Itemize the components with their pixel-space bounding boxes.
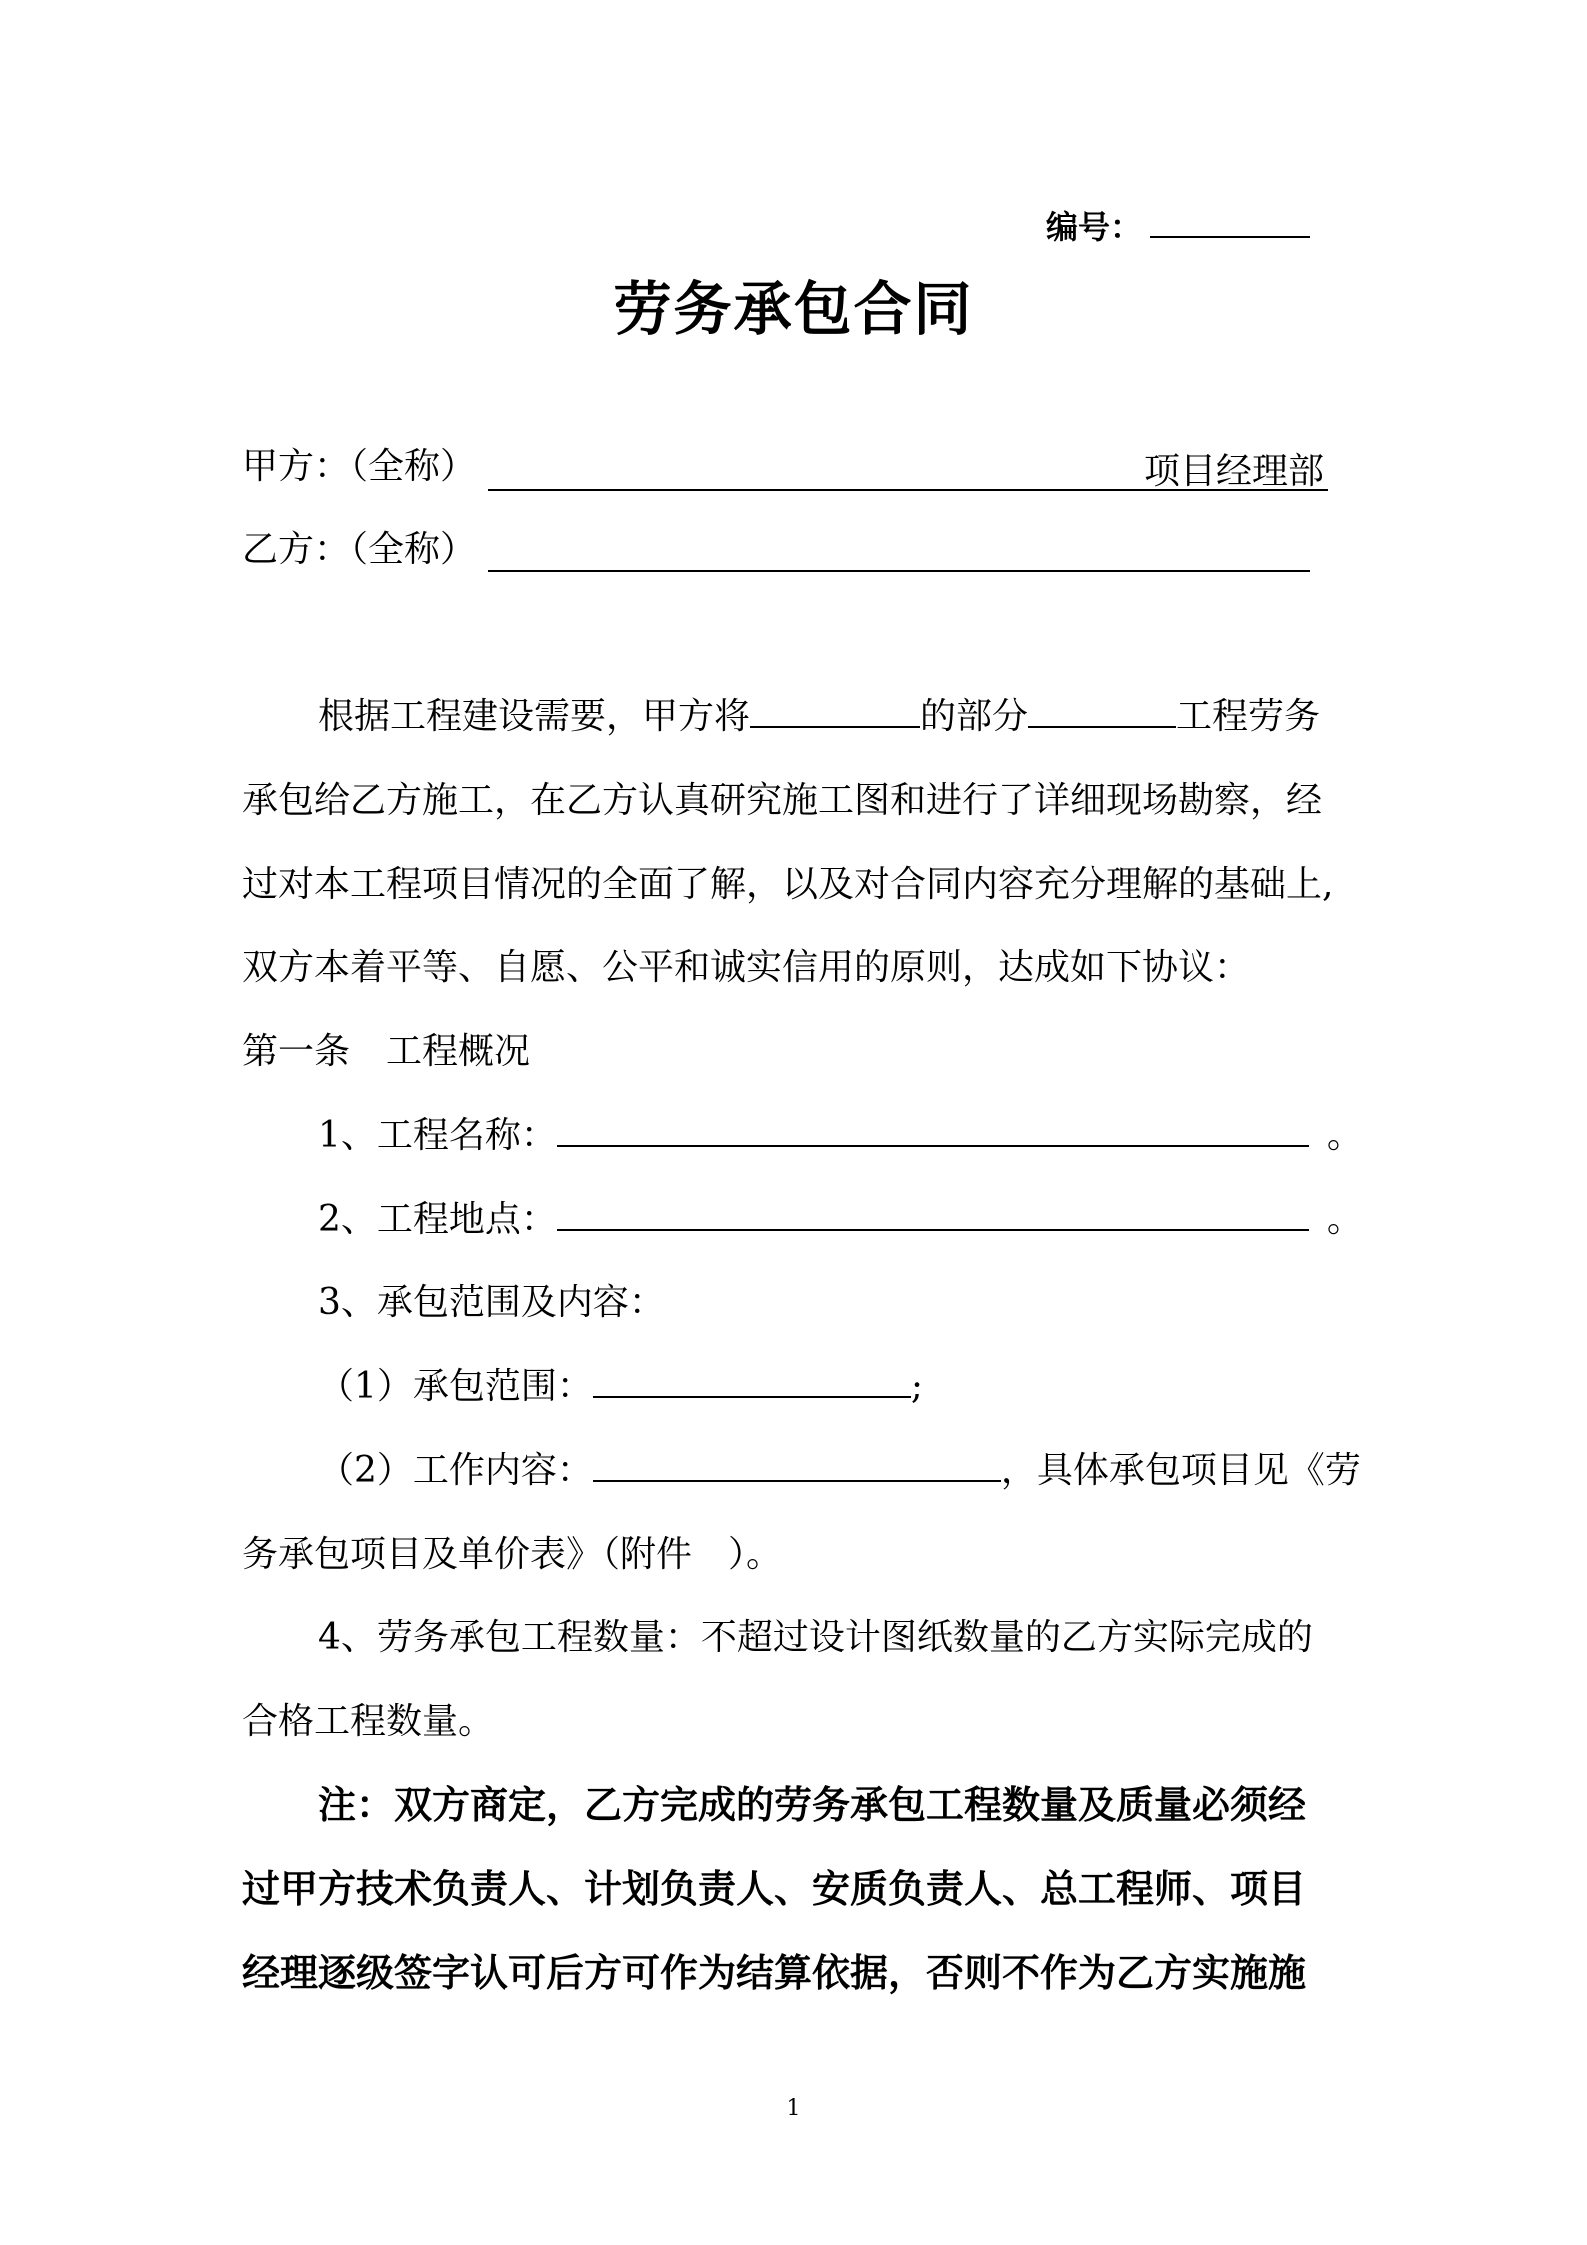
- project-location-label: 2、工程地点：: [318, 1199, 557, 1240]
- work-content-label: （2）工作内容：: [318, 1450, 593, 1491]
- work-content-continued: 务承包项目及单价表》（附件 ）。: [242, 1534, 783, 1575]
- scope-field[interactable]: [593, 1362, 911, 1398]
- scope-line: [318, 1362, 923, 1412]
- quantity-line-2: 合格工程数量。: [242, 1701, 495, 1742]
- serial-label: 编号：: [1046, 208, 1143, 246]
- work-content-field[interactable]: [593, 1446, 1001, 1482]
- preamble-text-a: 根据工程建设需要，甲方将: [318, 696, 751, 737]
- preamble-line-3: 过对本工程项目情况的全面了解，以及对合同内容充分理解的基础上,: [242, 864, 1334, 905]
- page-number: 1: [786, 2096, 801, 2121]
- project-name-end: 。: [1326, 1115, 1363, 1156]
- project-location-end: 。: [1326, 1199, 1363, 1240]
- preamble-text-c: 工程劳务: [1176, 696, 1321, 737]
- preamble-line-2: 承包给乙方施工，在乙方认真研究施工图和进行了详细现场勘察，经: [242, 780, 1323, 821]
- note-line-1: 注：双方商定，乙方完成的劳务承包工程数量及质量必须经: [318, 1782, 1307, 1827]
- note-line-2: 过甲方技术负责人、计划负责人、安质负责人、总工程师、项目: [242, 1866, 1307, 1911]
- document-title: 劳务承包合同: [613, 275, 974, 343]
- note-line-3: 经理逐级签字认可后方可作为结算依据，否则不作为乙方实施施: [242, 1950, 1307, 1995]
- blank-project-name[interactable]: [750, 692, 920, 728]
- article-1-heading: 第一条 工程概况: [242, 1031, 531, 1072]
- project-name-field[interactable]: [557, 1111, 1309, 1147]
- work-content-end: ，具体承包项目见《劳: [1000, 1450, 1361, 1491]
- party-a-field[interactable]: [488, 447, 1328, 491]
- serial-blank[interactable]: [1150, 206, 1310, 238]
- preamble-line-1: [318, 692, 1320, 742]
- scope-label: （1）承包范围：: [318, 1366, 593, 1407]
- serial-number: [1046, 202, 1310, 248]
- party-a-label: 甲方：（全称）: [242, 446, 477, 487]
- preamble-text-b: 的部分: [920, 696, 1029, 737]
- project-name-line: [318, 1111, 1363, 1161]
- quantity-line-1: 4、劳务承包工程数量：不超过设计图纸数量的乙方实际完成的: [318, 1617, 1313, 1658]
- scope-end: ;: [910, 1366, 924, 1407]
- party-b-label: 乙方：（全称）: [242, 529, 477, 570]
- scope-heading: 3、承包范围及内容：: [318, 1282, 665, 1323]
- project-location-field[interactable]: [557, 1195, 1309, 1231]
- blank-work-type[interactable]: [1028, 692, 1176, 728]
- preamble-line-4: 双方本着平等、自愿、公平和诚实信用的原则，达成如下协议：: [242, 947, 1251, 988]
- project-location-line: [318, 1195, 1363, 1245]
- party-a-suffix: 项目经理部: [1143, 451, 1324, 492]
- project-name-label: 1、工程名称：: [318, 1115, 557, 1156]
- work-content-line: [318, 1446, 1361, 1496]
- party-b-field[interactable]: [488, 530, 1310, 572]
